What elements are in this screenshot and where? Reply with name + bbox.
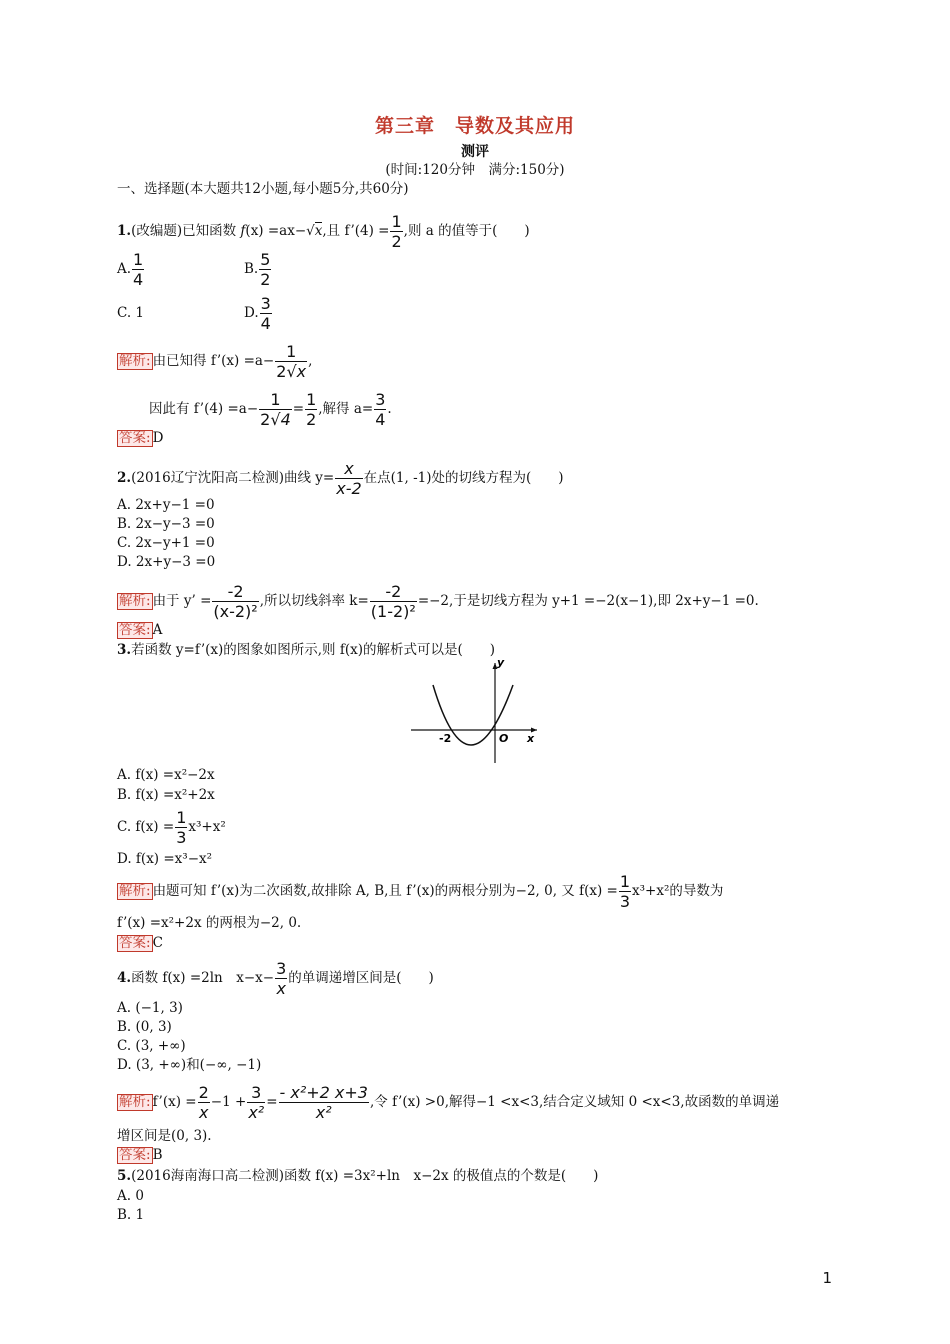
solution-fraction <box>619 872 631 911</box>
option-label: A. <box>117 261 132 277</box>
den-coef: 2 <box>276 362 287 381</box>
question-fraction <box>275 959 287 998</box>
question-number: 5. <box>117 1168 132 1184</box>
fraction-numerator: 1 <box>133 250 144 269</box>
answer-value: C <box>152 935 163 951</box>
option-text: x³+x² <box>188 819 226 835</box>
analysis-tag: 解析: <box>119 593 151 609</box>
question-number: 3. <box>117 642 132 658</box>
q1-text-d: ,则 a 的值等于( ) <box>403 223 530 239</box>
q1-answer <box>117 430 163 447</box>
q3-option-c <box>117 808 226 847</box>
fraction-numerator: 5 <box>260 250 271 269</box>
q1-sqrt: x <box>314 223 323 239</box>
q1-fx: f <box>240 223 246 239</box>
fraction-denominator: 4 <box>375 410 386 429</box>
solution-text: =−2,于是切线方程为 y+1 =−2(x−1),即 2x+y−1 =0. <box>417 593 759 609</box>
fraction-numerator: 1 <box>619 872 631 891</box>
fraction-numerator: -2 <box>385 582 402 601</box>
q4-option-a: A. (−1, 3) <box>117 1000 183 1016</box>
fraction-denominator: 3 <box>619 892 631 911</box>
q1-text-c: ,且 f’(4) = <box>322 223 390 239</box>
section-heading: 一、选择题(本大题共12小题,每小题5分,共60分) <box>117 181 409 197</box>
q4-option-d: D. (3, +∞)和(−∞, −1) <box>117 1057 262 1073</box>
solution-fraction <box>370 582 417 621</box>
q3-option-d: D. f(x) =x³−x² <box>117 851 213 867</box>
q3-option-b: B. f(x) =x²+2x <box>117 787 215 803</box>
q3-solution-line2: f’(x) =x²+2x 的两根为−2, 0. <box>117 915 302 931</box>
q2-solution <box>117 582 759 621</box>
question-text: (2016辽宁沈阳高二检测)曲线 y= <box>131 470 335 486</box>
solution-text: 由题可知 f’(x)为二次函数,故排除 A, B,且 f’(x)的两根分别为−2, 0, 又 f(x) = <box>152 883 618 899</box>
solution-text: . <box>387 401 392 417</box>
derivative-graph <box>405 655 545 767</box>
solution-fraction <box>247 1083 265 1122</box>
q5-option-b: B. 1 <box>117 1207 145 1223</box>
equals-sign: = <box>292 401 305 417</box>
fraction-denominator: (1-2)² <box>370 602 416 621</box>
x-axis-label: x <box>527 732 535 745</box>
q1-solution-line2 <box>149 390 392 429</box>
q3-solution <box>117 872 723 911</box>
q1-option-a <box>117 250 145 289</box>
q2-option-a: A. 2x+y−1 =0 <box>117 497 215 513</box>
page-subtitle: 测评 <box>461 144 489 160</box>
answer-value: B <box>152 1147 163 1163</box>
analysis-tag: 解析: <box>119 883 151 899</box>
solution-text: 由于 y’ = <box>152 593 212 609</box>
fraction-denominator: 3 <box>176 828 187 847</box>
time-info: (时间:120分钟 满分:150分) <box>385 162 565 178</box>
fraction-denominator: 2√4 <box>260 410 291 429</box>
solution-fraction <box>279 1083 369 1122</box>
q1-option-d <box>244 294 273 333</box>
y-axis-label: y <box>497 656 505 669</box>
fraction-denominator: 4 <box>133 270 144 289</box>
question-number: 1. <box>117 223 132 239</box>
solution-fraction <box>374 390 386 429</box>
q4-option-b: B. (0, 3) <box>117 1019 172 1035</box>
solution-text: , <box>308 353 313 369</box>
neg-two-label: -2 <box>439 732 452 745</box>
q4-answer <box>117 1147 162 1164</box>
q3-option-a: A. f(x) =x²−2x <box>117 767 215 783</box>
analysis-tag: 解析: <box>119 1094 151 1110</box>
q1-text-a: (改编题)已知函数 <box>131 223 241 239</box>
question-text: 在点(1, -1)处的切线方程为( ) <box>363 470 564 486</box>
fraction-denominator: 2 <box>306 410 317 429</box>
q2-answer <box>117 622 162 639</box>
fraction-denominator: x-2 <box>336 479 362 498</box>
fraction-numerator: 3 <box>251 1083 262 1102</box>
page-number: 1 <box>822 1269 832 1287</box>
answer-tag: 答案: <box>119 1147 151 1163</box>
question-5 <box>117 1168 598 1184</box>
option-fraction <box>260 294 272 333</box>
answer-value: D <box>152 430 164 446</box>
analysis-tag: 解析: <box>119 353 151 369</box>
q4-option-c: C. (3, +∞) <box>117 1038 186 1054</box>
fraction-numerator: 1 <box>270 390 281 409</box>
fraction-numerator: 2 <box>198 1083 209 1102</box>
solution-text: ,令 f’(x) >0,解得−1 <x<3,结合定义域知 0 <x<3,故函数的单调递 <box>369 1094 780 1110</box>
page-title: 第三章 导数及其应用 <box>374 115 575 137</box>
origin-label: O <box>499 732 509 745</box>
fraction-numerator: 1 <box>176 808 187 827</box>
solution-text: f’(x) = <box>152 1094 197 1110</box>
answer-tag: 答案: <box>119 430 151 446</box>
solution-text: ,解得 a= <box>318 401 374 417</box>
answer-value: A <box>152 622 163 638</box>
answer-tag: 答案: <box>119 622 151 638</box>
equals-sign: = <box>266 1094 278 1110</box>
den-sqrt: 4 <box>280 410 291 429</box>
question-text: 函数 f(x) =2ln x−x− <box>131 970 275 986</box>
q1-option-b <box>244 250 272 289</box>
fraction-denominator: 2 <box>260 270 271 289</box>
question-text: (2016海南海口高二检测)函数 f(x) =3x²+ln x−2x 的极值点的个数是( ) <box>131 1168 599 1184</box>
option-label: B. <box>244 261 259 277</box>
fraction-numerator: 1 <box>286 342 297 361</box>
solution-text: ,所以切线斜率 k= <box>259 593 369 609</box>
den-sqrt: x <box>296 362 307 381</box>
answer-tag: 答案: <box>119 935 151 951</box>
question-number: 2. <box>117 470 132 486</box>
q1-option-c: C. 1 <box>117 305 145 321</box>
fraction-denominator: x² <box>248 1103 265 1122</box>
q3-answer <box>117 935 163 952</box>
fraction-denominator: 2 <box>391 232 402 251</box>
solution-fraction <box>198 1083 210 1122</box>
question-number: 4. <box>117 970 132 986</box>
q5-option-a: A. 0 <box>117 1188 144 1204</box>
solution-fraction <box>259 390 292 429</box>
question-2 <box>117 459 564 498</box>
option-fraction <box>175 808 187 847</box>
fraction-numerator: 1 <box>306 390 317 409</box>
fraction-numerator: -2 <box>227 582 244 601</box>
option-fraction <box>132 250 144 289</box>
fraction-denominator: x <box>276 979 286 998</box>
den-coef: 2 <box>260 410 271 429</box>
q1-fraction <box>390 212 402 251</box>
solution-text: −1 + <box>210 1094 247 1110</box>
solution-text: x³+x²的导数为 <box>632 883 724 899</box>
q4-solution <box>117 1083 779 1122</box>
q2-option-c: C. 2x−y+1 =0 <box>117 535 215 551</box>
q2-option-b: B. 2x−y−3 =0 <box>117 516 215 532</box>
question-1: 1.(改编题)已知函数 f(x) =ax−√x,且 f’(4) = $\frac{1}{2}$ ,则 a 的值等于( ) <box>117 212 530 251</box>
question-4 <box>117 959 434 998</box>
solution-text: 因此有 f’(4) =a− <box>149 401 259 417</box>
q2-option-d: D. 2x+y−3 =0 <box>117 554 216 570</box>
fraction-denominator: x <box>198 1103 209 1122</box>
question-text: 的单调递增区间是( ) <box>288 970 434 986</box>
q1-solution-line1 <box>117 342 312 381</box>
q1-text-b: (x) =ax− <box>245 223 307 239</box>
fraction-numerator: 3 <box>375 390 386 409</box>
fraction-denominator: 4 <box>260 314 271 333</box>
fraction-numerator: 3 <box>260 294 271 313</box>
solution-fraction <box>212 582 258 621</box>
fraction-denominator: 2√x <box>276 362 307 381</box>
solution-fraction <box>275 342 307 381</box>
option-label: D. <box>244 305 259 321</box>
question-fraction <box>335 459 362 498</box>
solution-text: 由已知得 f’(x) =a− <box>152 353 275 369</box>
fraction-numerator: 1 <box>391 212 402 231</box>
question-text: 若函数 y=f’(x)的图象如图所示,则 f(x)的解析式可以是( ) <box>131 642 496 658</box>
option-label: C. f(x) = <box>117 819 175 835</box>
fraction-numerator: 3 <box>276 959 287 978</box>
fraction-numerator: x <box>344 459 354 478</box>
fraction-denominator: x² <box>279 1102 369 1122</box>
solution-fraction <box>305 390 317 429</box>
fraction-denominator: (x-2)² <box>213 602 258 621</box>
fraction-numerator: - x²+2 x+3 <box>279 1083 368 1102</box>
option-fraction <box>259 250 271 289</box>
q4-solution-line2: 增区间是(0, 3). <box>117 1128 212 1144</box>
